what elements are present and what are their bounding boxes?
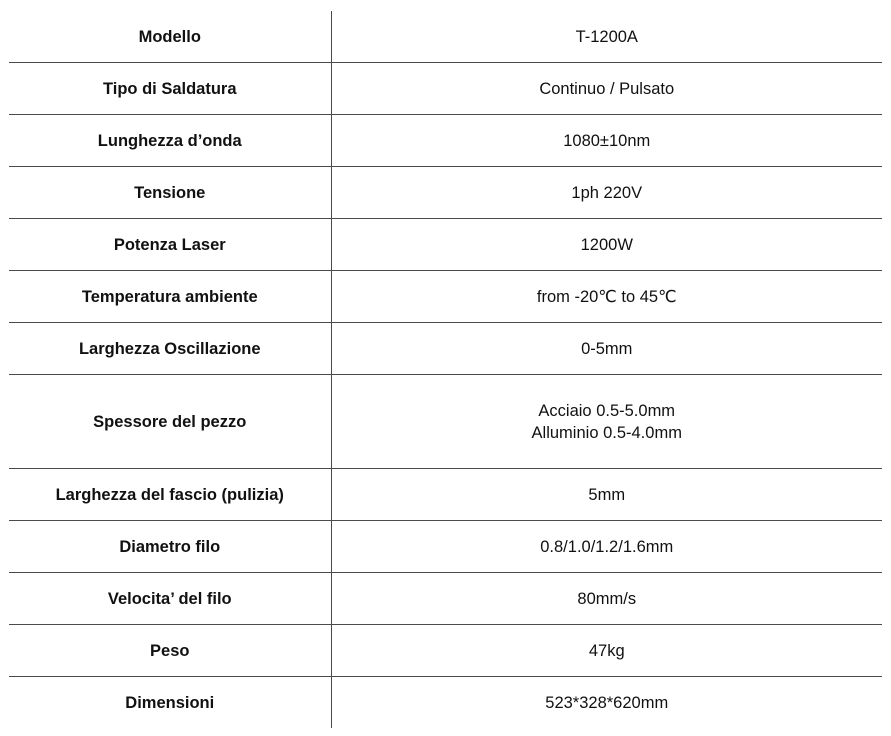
spec-value-ambient-temperature: from -20℃ to 45℃ [331,271,882,323]
spec-label-workpiece-thickness: Spessore del pezzo [9,375,331,469]
spec-value-weight: 47kg [331,625,882,677]
spec-label-wavelength: Lunghezza d’onda [9,115,331,167]
table-row [9,677,882,729]
table-row [9,573,882,625]
table-row [9,115,882,167]
table-row [9,521,882,573]
spec-label-dimensions: Dimensioni [9,677,331,729]
spec-value-beam-width: 5mm [331,469,882,521]
spec-label-wire-speed: Velocita’ del filo [9,573,331,625]
table-row [9,469,882,521]
thickness-aluminium: Alluminio 0.5-4.0mm [531,423,682,442]
spec-label-beam-width: Larghezza del fascio (pulizia) [9,469,331,521]
spec-label-oscillation-width: Larghezza Oscillazione [9,323,331,375]
spec-label-wire-diameter: Diametro filo [9,521,331,573]
spec-label-ambient-temperature: Temperatura ambiente [9,271,331,323]
spec-table [9,11,882,728]
spec-value-wavelength: 1080±10nm [331,115,882,167]
table-row [9,323,882,375]
spec-label-welding-type: Tipo di Saldatura [9,63,331,115]
spec-value-wire-speed: 80mm/s [331,573,882,625]
table-row [9,63,882,115]
spec-value-oscillation-width: 0-5mm [331,323,882,375]
table-row [9,167,882,219]
thickness-steel: Acciaio 0.5-5.0mm [538,401,676,420]
spec-label-weight: Peso [9,625,331,677]
spec-value-model: T-1200A [331,11,882,63]
table-row [9,625,882,677]
spec-value-dimensions: 523*328*620mm [545,693,669,712]
table-row [9,375,882,469]
spec-label-laser-power: Potenza Laser [9,219,331,271]
table-row [9,219,882,271]
spec-label-model: Modello [9,11,331,63]
spec-value-welding-type: Continuo / Pulsato [331,63,882,115]
spec-value-wire-diameter: 0.8/1.0/1.2/1.6mm [331,521,882,573]
spec-value-workpiece-thickness [331,375,882,469]
table-row [9,271,882,323]
spec-value-laser-power: 1200W [331,219,882,271]
table-row [9,11,882,63]
spec-value-voltage: 1ph 220V [331,167,882,219]
spec-label-voltage: Tensione [9,167,331,219]
